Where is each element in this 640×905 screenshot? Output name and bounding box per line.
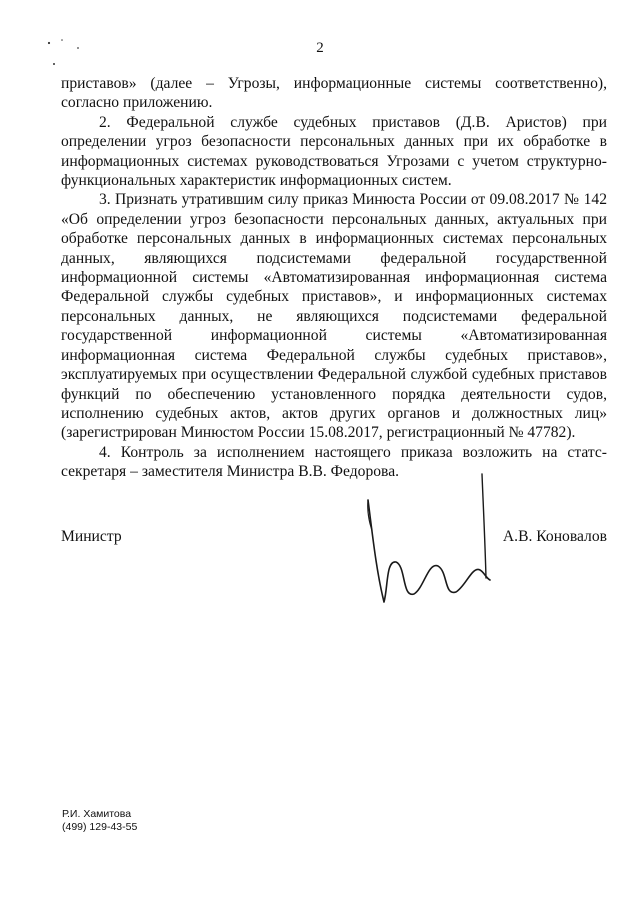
executor-name: Р.И. Хамитова <box>62 808 132 820</box>
page-number: 2 <box>316 40 324 56</box>
paragraph-2: 2. Федеральной службе судебных приставов (Д.В. Аристов) при определении угроз безопасности персональных данных при их обработке в информационных системах руководствоваться Угрозами с учетом структурно-функциональных характеристик информационных систем. <box>61 113 607 190</box>
paragraph-1-continuation: приставов» (далее – Угрозы, информационные системы соответственно), согласно приложению. <box>61 75 607 112</box>
executor-footer <box>62 808 137 834</box>
paragraph-4: 4. Контроль за исполнением настоящего приказа возложить на статс-секретаря – заместителя Министра В.В. Федорова. <box>61 443 607 481</box>
paragraph-3: 3. Признать утратившим силу приказ Минюста России от 09.08.2017 № 142 «Об определении угроз безопасности персональных данных, актуальных при обработке персональных данных в информационных системах персональных данных, являющихся подсистемами федеральной государственной информационной системы «Автоматизированная информационная система Федеральной службы судебных приставов», и информационных системах персональных данных, не являющихся подсистемами федеральной государственной информационной системы «Автоматизированная информационная система Федеральной службы судебных приставов», эксплуатируемых при осуществлении Федеральной службой судебных приставов функций по обеспечению установленного порядка деятельности судов, исполнению судебных актов, актов других органов и должностных лиц» (зарегистрирован Минюстом России 15.08.2017, регистрационный № 47782). <box>61 191 607 442</box>
signatory-title: Министр <box>61 528 122 545</box>
signatory-name: А.В. Коновалов <box>502 528 607 545</box>
document-body <box>61 74 607 482</box>
executor-phone: (499) 129-43-55 <box>62 821 138 833</box>
handwritten-signature <box>362 470 502 620</box>
